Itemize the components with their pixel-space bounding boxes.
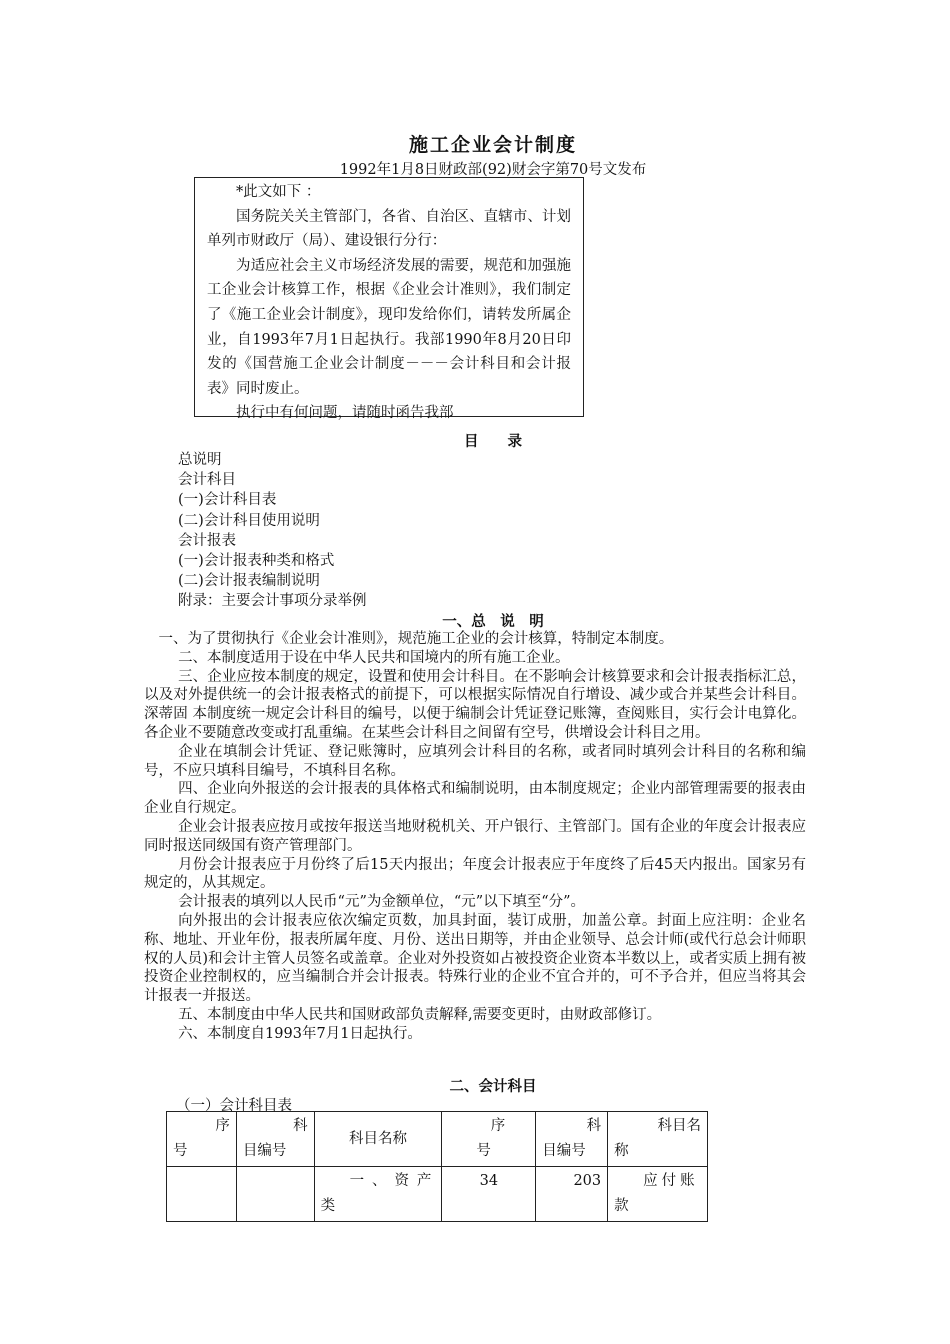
toc-item: (一)会计科目表 <box>178 492 277 509</box>
section-heading-accounts: 二、会计科目 <box>449 1079 537 1095</box>
table-of-contents <box>178 450 367 612</box>
notice-paragraph: 国务院关关主管部门，各省、自治区、直辖市、计划单列市财政厅（局）、建设银行分行： <box>207 208 571 250</box>
header-text: 目编号 <box>242 1143 287 1159</box>
header-text: 科 <box>586 1118 602 1134</box>
header-text: 号 <box>476 1143 491 1159</box>
table-row <box>167 1167 708 1222</box>
body-paragraph: 企业在填制会计凭证、登记账簿时，应填列会计科目的名称，或者同时填列会计科目的名称和编号，不应只填科目编号，不填科目名称。 <box>144 743 806 779</box>
table-cell <box>236 1167 314 1222</box>
toc-item: 附录：主要会计事项分录举例 <box>178 593 367 610</box>
cell-text: 应付账款 <box>614 1173 699 1214</box>
toc-title: 目 录 <box>463 434 523 450</box>
body-paragraph: 企业会计报表应按月或按年报送当地财税机关、开户银行、主管部门。国有企业的年度会计报表应同时报送同级国有资产管理部门。 <box>144 818 806 854</box>
notice-box <box>194 177 584 422</box>
cell-text: 一、资产类 <box>320 1173 436 1214</box>
header-text: 科目名称 <box>349 1130 408 1147</box>
header-text: 称 <box>614 1143 629 1159</box>
notice-paragraph: 执行中有何问题，请随时函告我部 <box>236 405 454 422</box>
section-heading-general: 一、总 说 明 <box>442 614 544 630</box>
toc-item: 会计科目 <box>178 472 236 489</box>
header-text: 科目名 <box>657 1118 701 1134</box>
notice-paragraph: *此文如下 ： <box>236 184 321 200</box>
cell-text: 203 <box>573 1173 602 1189</box>
notice-paragraph: 为适应社会主义市场经济发展的需要，规范和加强施工企业会计核算工作，根据《企业会计准则》，我们制定了《施工企业会计制度》，现印发给你们，请转发所属企业，自1993年7月1日起执行。我部1990年8月20日印发的《国营施工企业会计制度－－－会计科目和会计报表》同时废止。 <box>207 257 571 397</box>
toc-item: 总说明 <box>178 452 222 468</box>
header-cell-name-2 <box>608 1112 708 1167</box>
table-cell <box>608 1167 708 1222</box>
header-text: 序 <box>490 1118 506 1134</box>
toc-item: (二)会计科目使用说明 <box>178 512 320 529</box>
accounts-table <box>166 1111 708 1222</box>
body-paragraph: 向外报出的会计报表应依次编定页数，加具封面，装订成册，加盖公章。封面上应注明：企业名称、地址、开业年份，报表所属年度、月份、送出日期等，并由企业领导、总会计师(或代行总会计师职权的人员)和会计主管人员签名或盖章。企业对外投资如占被投资企业资本半数以上，或者实质上拥有被投资企业控制权的，应当编制合并会计报表。特殊行业的企业不宜合并的，可不予合并，但应当将其会计报表一并报送。 <box>144 912 806 1005</box>
table-header-row <box>167 1112 708 1167</box>
accounts-table-caption: （一）会计科目表 <box>176 1098 292 1114</box>
header-cell-code <box>236 1112 314 1167</box>
document-title: 施工企业会计制度 <box>408 134 577 156</box>
header-cell-seq <box>167 1112 237 1167</box>
toc-item: (二)会计报表编制说明 <box>178 573 320 590</box>
header-cell-name <box>314 1112 442 1167</box>
table-cell <box>536 1167 608 1222</box>
body-paragraph: 五、本制度由中华人民共和国财政部负责解释,需要变更时，由财政部修订。 <box>178 1006 662 1023</box>
body-paragraph: 月份会计报表应于月份终了后15天内报出；年度会计报表应于年度终了后45天内报出。国家另有规定的，从其规定。 <box>144 856 806 892</box>
general-section-body <box>144 630 806 1044</box>
header-text: 目编号 <box>542 1143 586 1159</box>
body-paragraph: 三、企业应按本制度的规定，设置和使用会计科目。在不影响会计核算要求和会计报表指标汇总，以及对外提供统一的会计报表格式的前提下，可以根据实际情况自行增设、减少或合并某些会计科目。深蒂固 本制度统一规定会计科目的编号，以便于编制会计凭证登记账簿，查阅账目，实行会计电算化。各企业不要随意改变或打乱重编。在某些会计科目之间留有空号，供增设会计科目之用。 <box>144 668 806 741</box>
toc-item: 会计报表 <box>178 532 236 549</box>
cell-text: 34 <box>479 1173 499 1189</box>
body-paragraph: 一、为了贯彻执行《企业会计准则》，规范施工企业的会计核算，特制定本制度。 <box>158 631 674 647</box>
body-paragraph: 会计报表的填列以人民币“元”为金额单位，“元”以下填至“分”。 <box>178 894 586 911</box>
table-cell <box>314 1167 442 1222</box>
document-subtitle: 1992年1月8日财政部(92)财会字第70号文发布 <box>339 162 647 178</box>
header-text: 序 <box>215 1118 230 1134</box>
toc-item: (一)会计报表种类和格式 <box>178 553 335 570</box>
header-text: 科 <box>293 1118 308 1134</box>
header-cell-code-2 <box>536 1112 608 1167</box>
body-paragraph: 六、本制度自1993年7月1日起执行。 <box>178 1025 422 1042</box>
header-cell-seq-2 <box>442 1112 536 1167</box>
body-paragraph: 四、企业向外报送的会计报表的具体格式和编制说明，由本制度规定；企业内部管理需要的报表由企业自行规定。 <box>144 781 806 817</box>
table-cell <box>442 1167 536 1222</box>
table-cell <box>167 1167 237 1222</box>
body-paragraph: 二、本制度适用于设在中华人民共和国境内的所有施工企业。 <box>178 649 570 666</box>
header-text: 号 <box>173 1143 188 1159</box>
